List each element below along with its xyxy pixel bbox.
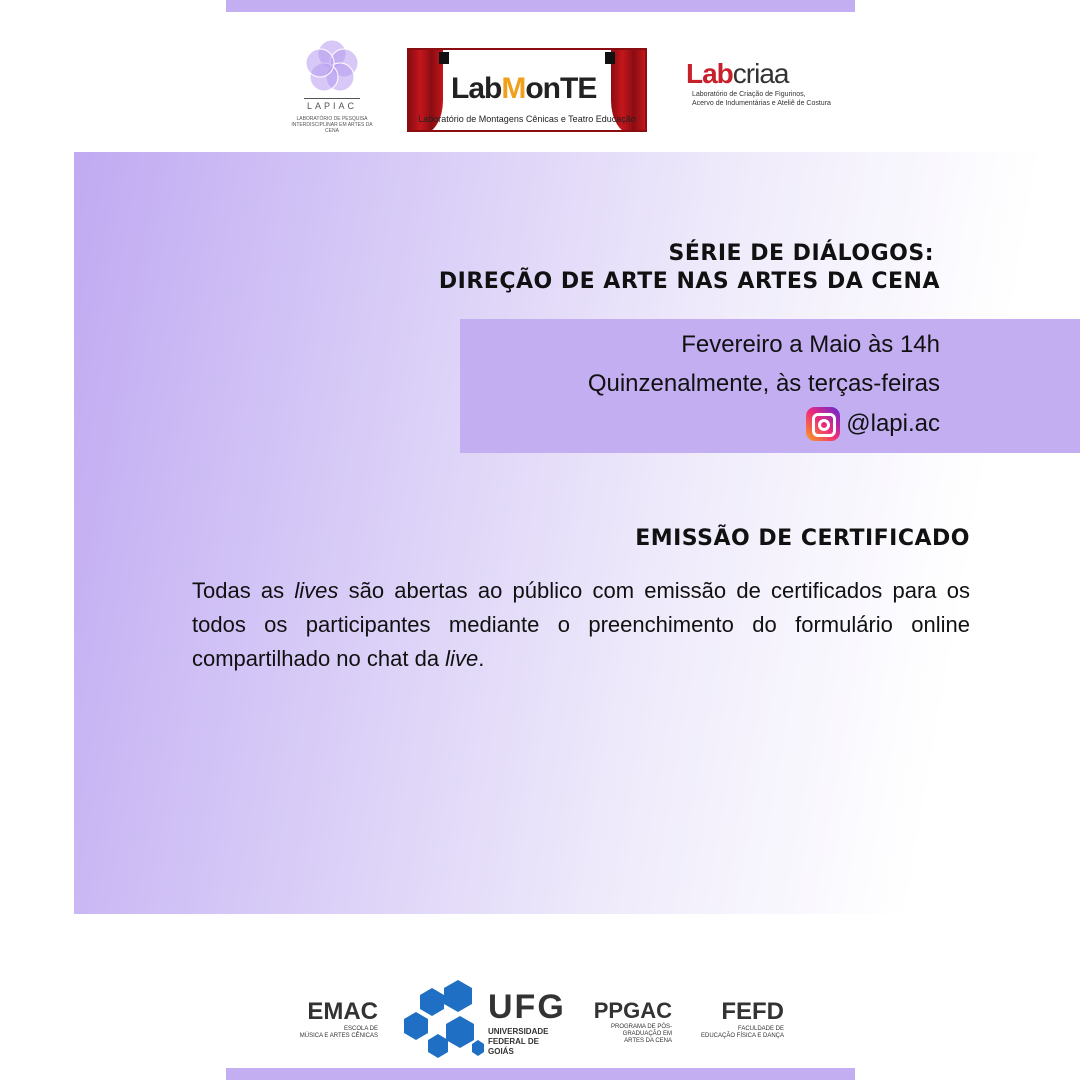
lapiac-flower-icon	[302, 36, 362, 96]
instagram-icon	[806, 407, 840, 441]
ppgac-name: PPGAC	[593, 998, 672, 1023]
schedule-text: Fevereiro a Maio às 14h	[681, 331, 940, 358]
fefd-sub-2: EDUCAÇÃO FÍSICA E DANÇA	[700, 1033, 784, 1039]
title-line-1: SÉRIE DE DIÁLOGOS:	[668, 241, 934, 266]
emac-logo	[296, 998, 378, 1040]
ufg-sub-2: FEDERAL DE GOIÁS	[488, 1037, 539, 1056]
labcriaa-subtitle-1: Laboratório de Criação de Figurinos,	[692, 91, 806, 98]
spotlight-icon	[439, 52, 449, 64]
top-accent-bar	[226, 0, 855, 12]
ppgac-sub-1: PROGRAMA DE PÓS-GRADUAÇÃO EM	[610, 1024, 672, 1037]
emac-sub-2: MÚSICA E ARTES CÊNICAS	[299, 1033, 378, 1039]
certificate-description: Todas as lives são abertas ao público com emissão de certificados para os todos os participantes mediante o preenchimento do formulário online compartilhado no chat da live.	[192, 578, 970, 671]
lapiac-subtitle: LABORATÓRIO DE PESQUISA INTERDISCIPLINAR EM ARTES DA CENA	[291, 116, 373, 134]
fefd-logo	[690, 998, 784, 1040]
bottom-accent-bar	[226, 1068, 855, 1080]
labmonte-logo	[407, 48, 647, 132]
emac-sub-1: ESCOLA DE	[343, 1026, 378, 1032]
emac-name: EMAC	[307, 998, 378, 1025]
ufg-hexagon-icon	[402, 978, 486, 1060]
fefd-sub-1: FACULDADE DE	[737, 1026, 784, 1032]
lapiac-name: LAPIAC	[304, 98, 360, 111]
labcriaa-name: Labcriaa	[686, 58, 789, 89]
labmonte-name: LabMonTE	[451, 72, 597, 105]
spotlight-icon	[605, 52, 615, 64]
labcriaa-subtitle-2: Acervo de Indumentárias e Ateliê de Costura	[692, 100, 831, 107]
instagram-handle[interactable]	[806, 407, 940, 441]
labcriaa-logo	[686, 58, 836, 132]
ppgac-sub-2: ARTES DA CENA	[624, 1038, 672, 1044]
certificate-title: EMISSÃO DE CERTIFICADO	[635, 526, 970, 551]
instagram-handle-text: @lapi.ac	[846, 410, 940, 437]
labmonte-subtitle: Laboratório de Montagens Cênicas e Teatro Educação	[418, 114, 636, 124]
lapiac-logo	[284, 36, 380, 146]
ufg-name: UFG	[488, 988, 566, 1026]
page-title	[439, 240, 940, 296]
ufg-sub-1: UNIVERSIDADE	[488, 1027, 549, 1036]
ufg-logo	[402, 978, 566, 1060]
title-line-2: DIREÇÃO DE ARTE NAS ARTES DA CENA	[438, 269, 940, 294]
fefd-name: FEFD	[721, 998, 784, 1025]
ppgac-logo	[580, 998, 672, 1045]
frequency-text: Quinzenalmente, às terças-feiras	[587, 370, 940, 397]
